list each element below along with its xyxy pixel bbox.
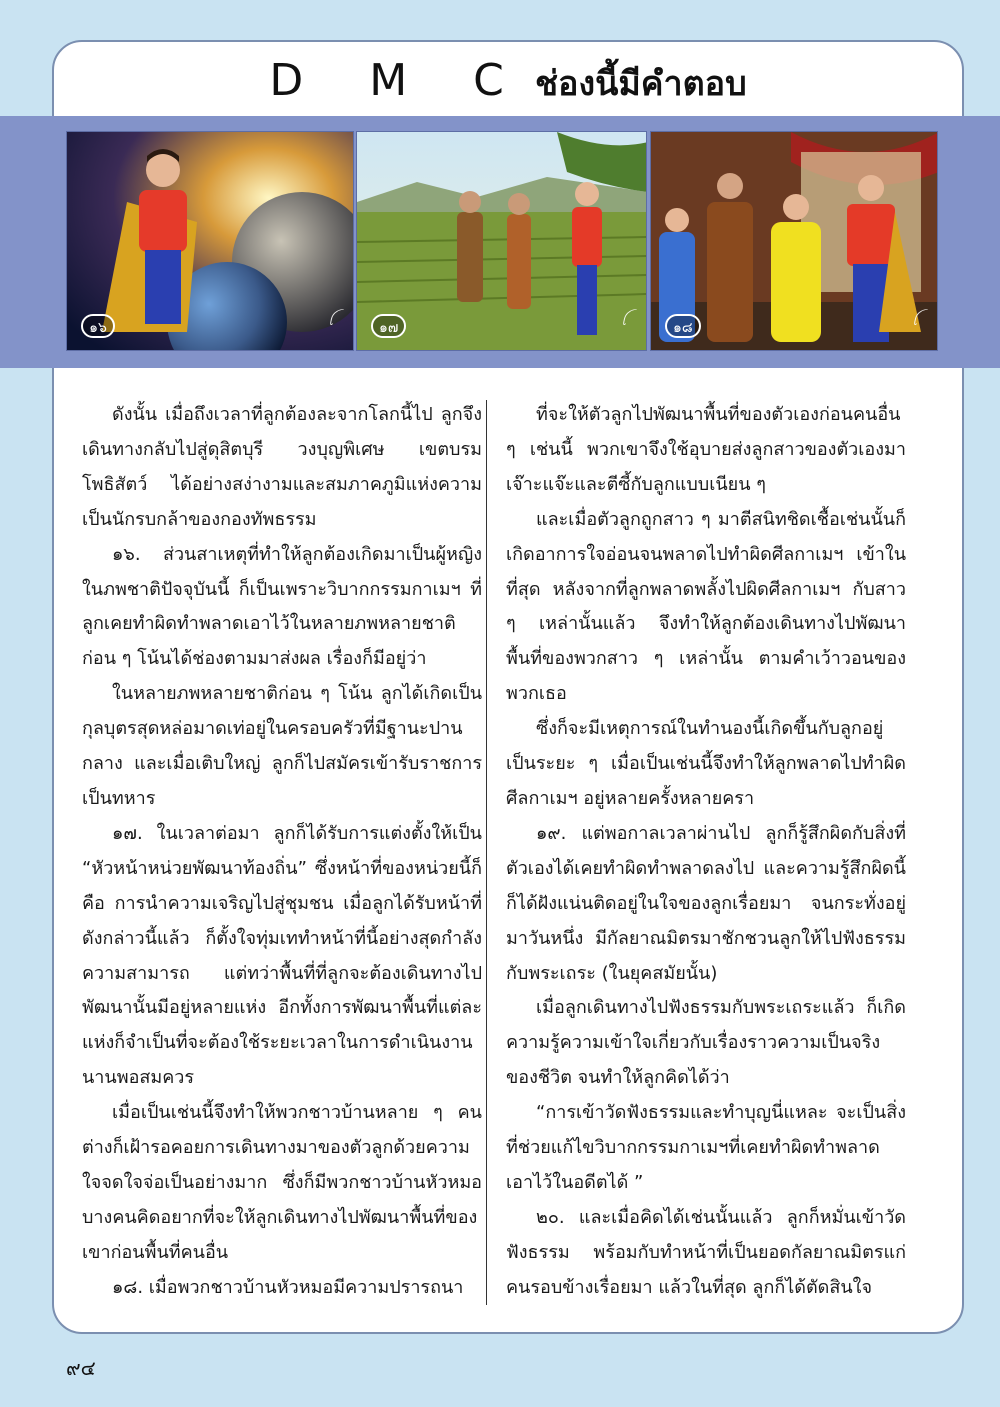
paragraph: เมื่อลูกเดินทางไปฟังธรรมกับพระเถระแล้ว ก็เกิดความรู้ความเข้าใจเกี่ยวกับเรื่องราวความเป็นจริงของชีวิต จนทำให้ลูกคิดได้ว่า (506, 997, 906, 1089)
panel-signature: ꪶ (911, 314, 917, 329)
panel-signature: ꪶ (620, 314, 626, 329)
section-subtitle: ช่องนี้มีคำตอบ (534, 64, 747, 104)
brand-label: D M C (269, 55, 530, 106)
paragraph: ๑๖. ส่วนสาเหตุที่ทำให้ลูกต้องเกิดมาเป็นผู้หญิงในภพชาติปัจจุบันนี้ ก็เป็นเพราะวิบากกรรมกาเมฯ ที่ลูกเคยทำผิดทำพลาดเอาไว้ในหลายภพหลายชาติก่อน ๆ โน้นได้ช่องตามมาส่งผล เรื่องก็มีอยู่ว่า (82, 543, 482, 670)
paragraph: ซึ่งก็จะมีเหตุการณ์ในทำนองนี้เกิดขึ้นกับลูกอยู่เป็นระยะ ๆ เมื่อเป็นเช่นนี้จึงทำให้ลูกพลาดไปทำผิดศีลกาเมฯ อยู่หลายครั้งหลายครา (506, 718, 906, 809)
panel-signature: ꪶ (327, 314, 333, 329)
page-title (52, 52, 964, 110)
column-divider (486, 400, 487, 1305)
paragraph: ๒๐. และเมื่อคิดได้เช่นนั้นแล้ว ลูกก็หมั่นเข้าวัดฟังธรรม พร้อมกับทำหน้าที่เป็นยอดกัลยาณมิตรแก่คนรอบข้างเรื่อยมา แล้วในที่สุด ลูกก็ได้ตัดสินใจ (506, 1206, 906, 1298)
illustration-panel-18 (650, 131, 938, 351)
illustration-panel-17 (356, 131, 647, 351)
paragraph: ดังนั้น เมื่อถึงเวลาที่ลูกต้องละจากโลกนี้ไป ลูกจึงเดินทางกลับไปสู่ดุสิตบุรี วงบุญพิเศษ เขตบรมโพธิสัตว์ ได้อย่างสง่างามและสมภาคภูมิแห่งความเป็นนักรบกล้าของกองทัพธรรม (82, 404, 482, 530)
article-column-left (82, 398, 482, 1308)
panel-number-badge: ๑๘ (665, 314, 701, 338)
panel-number-badge: ๑๖ (81, 314, 115, 338)
paragraph: ๑๘. เมื่อพวกชาวบ้านหัวหมอมีความปรารถนา (112, 1276, 464, 1298)
paragraph: เมื่อเป็นเช่นนี้จึงทำให้พวกชาวบ้านหลาย ๆ คนต่างก็เฝ้ารอคอยการเดินทางมาของตัวลูกด้วยความใจจดใจจ่อเป็นอย่างมาก ซึ่งก็มีพวกชาวบ้านหัวหมอบางคนคิดอยากที่จะให้ลูกเดินทางไปพัฒนาพื้นที่ของเขาก่อนพื้นที่คนอื่น (82, 1102, 482, 1263)
page-number: ๙๔ (66, 1356, 96, 1380)
paragraph: ๑๗. ในเวลาต่อมา ลูกก็ได้รับการแต่งตั้งให้เป็น “หัวหน้าหน่วยพัฒนาท้องถิ่น” ซึ่งหน้าที่ของหน่วยนี้ก็คือ การนำความเจริญไปสู่ชุมชน เมื่อลูกได้รับหน้าที่ดังกล่าวนี้แล้ว ก็ตั้งใจทุ่มเททำหน้าที่นี้อย่างสุดกำลังความสามารถ แต่ทว่าพื้นที่ที่ลูกจะต้องเดินทางไปพัฒนานั้นมีอยู่หลายแห่ง อีกทั้งการพัฒนาพื้นที่แต่ละแห่งก็จำเป็นที่จะต้องใช้ระยะเวลาในการดำเนินงานนานพอสมควร (82, 822, 482, 1089)
paragraph: ในหลายภพหลายชาติก่อน ๆ โน้น ลูกได้เกิดเป็นกุลบุตรสุดหล่อมาดเท่อยู่ในครอบครัวที่มีฐานะปานกลาง และเมื่อเติบใหญ่ ลูกก็ไปสมัครเข้ารับราชการเป็นทหาร (82, 683, 482, 809)
paragraph: ๑๙. แต่พอกาลเวลาผ่านไป ลูกก็รู้สึกผิดกับสิ่งที่ตัวเองได้เคยทำผิดทำพลาดลงไป และความรู้สึกผิดนี้ก็ได้ฝังแน่นติดอยู่ในใจของลูกเรื่อยมา จนกระทั่งอยู่มาวันหนึ่ง มีกัลยาณมิตรมาชักชวนลูกให้ไปฟังธรรมกับพระเถระ (ในยุคสมัยนั้น) (506, 822, 906, 984)
panel-number-badge: ๑๗ (371, 314, 406, 338)
paragraph: “การเข้าวัดฟังธรรมและทำบุญนี่แหละ จะเป็นสิ่งที่ช่วยแก้ไขวิบากกรรมกาเมฯที่เคยทำผิดทำพลาดเอาไว้ในอดีตได้ ” (506, 1102, 906, 1193)
paragraph: และเมื่อตัวลูกถูกสาว ๆ มาตีสนิทชิดเชื้อเช่นนั้นก็เกิดอาการใจอ่อนจนพลาดไปทำผิดศีลกาเมฯ เข้าในที่สุด หลังจากที่ลูกพลาดพลั้งไปผิดศีลกาเมฯ กับสาว ๆ เหล่านั้นแล้ว จึงทำให้ลูกต้องเดินทางไปพัฒนาพื้นที่ของพวกสาว ๆ เหล่านั้น ตามคำเว้าวอนของพวกเธอ (506, 508, 906, 705)
article-column-right (506, 398, 906, 1308)
illustration-panel-16 (66, 131, 354, 351)
paragraph: ที่จะให้ตัวลูกไปพัฒนาพื้นที่ของตัวเองก่อนคนอื่น ๆ เช่นนี้ พวกเขาจึงใช้อุบายส่งลูกสาวของตัวเองมาเจ๊าะแจ๊ะและตีซี้กับลูกแบบเนียน ๆ (506, 404, 906, 495)
